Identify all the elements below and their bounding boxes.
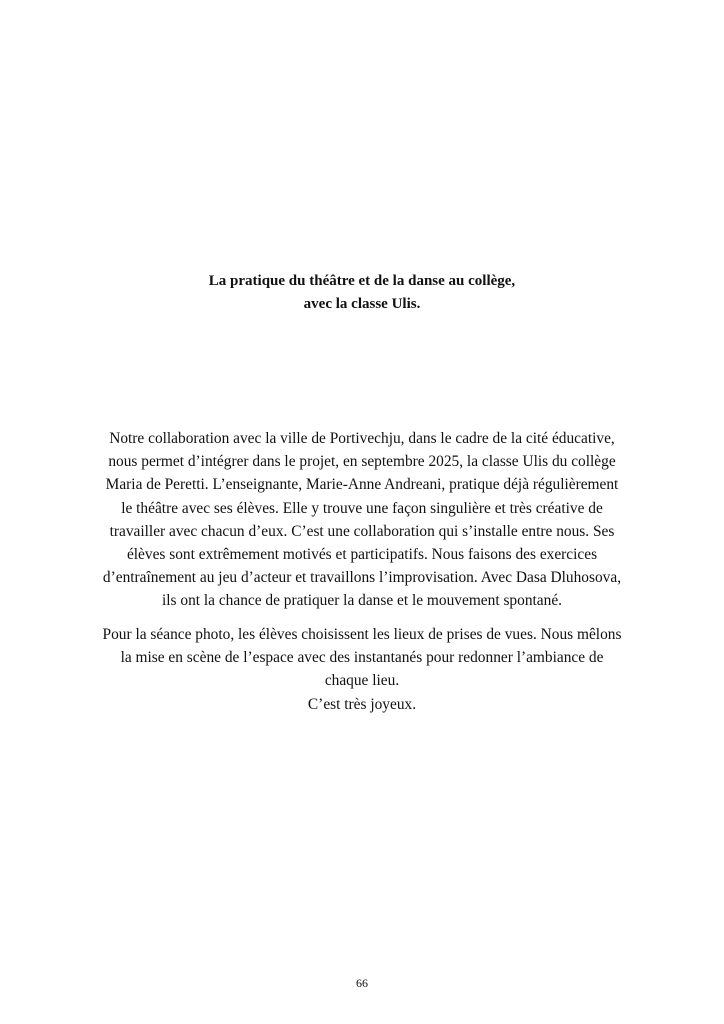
paragraph-line: d’entraînement au jeu d’acteur et travaillons l’improvisation. Avec Dasa Dluhosova, — [102, 569, 622, 587]
page-title — [0, 270, 724, 316]
paragraph-photo-session — [62, 623, 662, 716]
paragraph-line: travailler avec chacun d’eux. C’est une collaboration qui s’installe entre nous. Ses — [109, 522, 615, 540]
paragraph-line: nous permet d’intégrer dans le projet, en septembre 2025, la classe Ulis du collège — [108, 453, 616, 471]
paragraph-line: chaque lieu. — [324, 672, 400, 690]
page-number: 66 — [356, 976, 368, 990]
paragraph-line: Notre collaboration avec la ville de Portivechju, dans le cadre de la cité éducative, — [109, 430, 615, 447]
paragraph-line: Maria de Peretti. L’enseignante, Marie-Anne Andreani, pratique déjà régulièrement — [105, 476, 619, 494]
paragraph-line: le théâtre avec ses élèves. Elle y trouve une façon singulière et très créative de — [121, 499, 603, 517]
paragraph-line: C’est très joyeux. — [307, 695, 417, 713]
title-line-1: La pratique du théâtre et de la danse au collège, — [208, 273, 516, 289]
paragraph-collaboration — [62, 427, 662, 613]
title-line-2: avec la classe Ulis. — [303, 296, 421, 312]
paragraph-line: ils ont la chance de pratiquer la danse et le mouvement spontané. — [161, 592, 562, 610]
paragraph-line: la mise en scène de l’espace avec des instantanés pour redonner l’ambiance de — [120, 649, 604, 667]
paragraph-line: élèves sont extrêmement motivés et participatifs. Nous faisons des exercices — [126, 546, 598, 564]
paragraph-line: Pour la séance photo, les élèves choisissent les lieux de prises de vues. Nous mêlons — [102, 626, 622, 643]
